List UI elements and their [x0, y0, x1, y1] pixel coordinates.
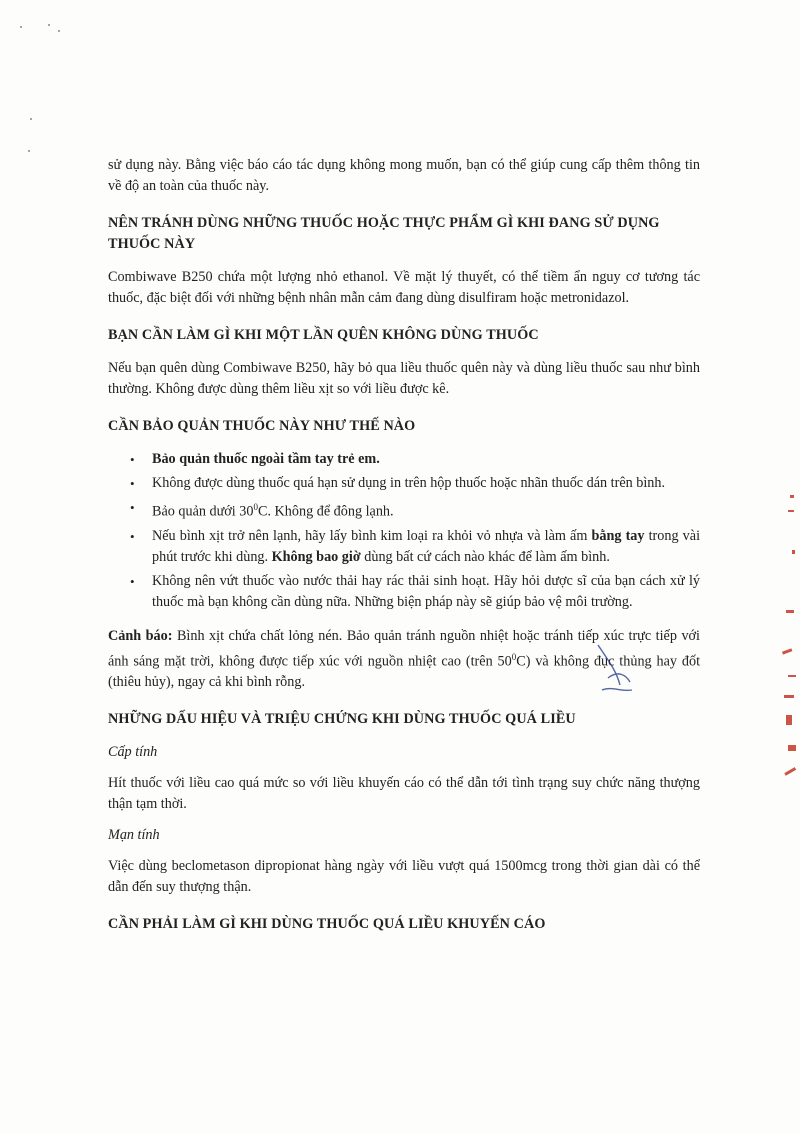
stamp-fragment — [770, 490, 800, 830]
storage-item-text: Nếu bình xịt trở nên lạnh, hãy lấy bình kim loại ra khỏi vỏ nhựa và làm ấm — [152, 527, 592, 544]
heading-missed-dose: BẠN CẦN LÀM GÌ KHI MỘT LẦN QUÊN KHÔNG DÙNG THUỐC — [108, 327, 539, 343]
bullet-icon: • — [130, 476, 135, 491]
list-item — [108, 473, 700, 494]
warning-text: Bình xịt chứa chất lỏng nén. Bảo quản tránh nguồn nhiệt hoặc tránh tiếp xúc trực tiếp với ánh sáng mặt trời, không được tiếp xúc với nguồn nhiệt cao (trên 50 — [108, 627, 700, 670]
storage-item-text: Bảo quản dưới 30 — [152, 503, 254, 520]
heading-overdose: NHỮNG DẤU HIỆU VÀ TRIỆU CHỨNG KHI DÙNG THUỐC QUÁ LIỀU — [108, 711, 576, 728]
bullet-icon: • — [130, 452, 135, 467]
chronic-paragraph: Việc dùng beclometason dipropionat hàng ngày với liều vượt quá 1500mcg trong thời gian dài có thể dẫn đến suy thượng thận. — [108, 858, 700, 896]
heading-overdose-action: CẦN PHẢI LÀM GÌ KHI DÙNG THUỐC QUÁ LIỀU KHUYẾN CÁO — [108, 916, 546, 933]
avoid-paragraph: Combiwave B250 chứa một lượng nhỏ ethanol. Về mặt lý thuyết, có thể tiềm ẩn nguy cơ tương tác thuốc, đặc biệt đối với những bệnh nhân mẫn cảm đang dùng disulfiram hoặc metronidazol. — [108, 269, 700, 306]
intro-paragraph: sử dụng này. Bằng việc báo cáo tác dụng không mong muốn, bạn có thể giúp cung cấp thêm thông tin về độ an toàn của thuốc này. — [108, 157, 700, 194]
scan-speck — [58, 30, 60, 32]
storage-item-text: Bảo quản thuốc ngoài tầm tay trẻ em. — [152, 451, 380, 467]
document-page — [108, 155, 700, 935]
bullet-icon: • — [130, 573, 135, 589]
degree-superscript: 0 — [511, 651, 517, 662]
acute-paragraph: Hít thuốc với liều cao quá mức so với liều khuyến cáo có thể dẫn tới tình trạng suy chức năng thượng thận tạm thời. — [108, 775, 700, 813]
bullet-icon: • — [130, 528, 135, 544]
chronic-label: Mạn tính — [108, 827, 160, 844]
storage-item-text: dùng bất cứ cách nào khác để làm ấm bình. — [360, 548, 610, 565]
heading-storage: CẦN BẢO QUẢN THUỐC NÀY NHƯ THẾ NÀO — [108, 418, 416, 434]
degree-superscript: 0 — [253, 502, 258, 512]
storage-list — [108, 449, 700, 613]
list-item — [108, 571, 700, 613]
scan-speck — [20, 26, 22, 28]
heading-avoid: NÊN TRÁNH DÙNG NHỮNG THUỐC HOẶC THỰC PHẨM GÌ KHI ĐANG SỬ DỤNG THUỐC NÀY — [108, 215, 660, 252]
storage-item-text: C. Không để đông lạnh. — [258, 503, 394, 520]
storage-item-bold: bằng tay — [591, 527, 645, 544]
warning-text: C) và không đục thủng hay đốt (thiêu hủy), ngay cả khi bình rỗng. — [108, 653, 701, 691]
missed-dose-paragraph: Nếu bạn quên dùng Combiwave B250, hãy bỏ qua liều thuốc quên này và dùng liều thuốc sau như bình thường. Không được dùng thêm liều xịt so với liều được kê. — [108, 360, 700, 397]
storage-item-bold: Không bao giờ — [271, 548, 361, 565]
warning-label: Cảnh báo: — [108, 627, 173, 644]
storage-item-text: Không nên vứt thuốc vào nước thải hay rác thải sinh hoạt. Hãy hỏi dược sĩ của bạn cách xử lý thuốc mà bạn không cần dùng nữa. Những biện pháp này sẽ giúp bảo vệ môi trường. — [152, 572, 700, 610]
bullet-icon: • — [130, 500, 135, 515]
list-item — [108, 526, 700, 568]
scan-speck — [28, 150, 30, 152]
list-item — [108, 449, 700, 470]
acute-label: Cấp tính — [108, 744, 158, 761]
storage-item-text: Không được dùng thuốc quá hạn sử dụng in trên hộp thuốc hoặc nhãn thuốc dán trên bình. — [152, 475, 666, 491]
list-item — [108, 497, 700, 523]
storage-item-text: trong vài phút trước khi dùng. — [152, 527, 701, 565]
scan-speck — [30, 118, 32, 120]
signature-scribble — [588, 640, 638, 700]
scan-speck — [48, 24, 50, 26]
